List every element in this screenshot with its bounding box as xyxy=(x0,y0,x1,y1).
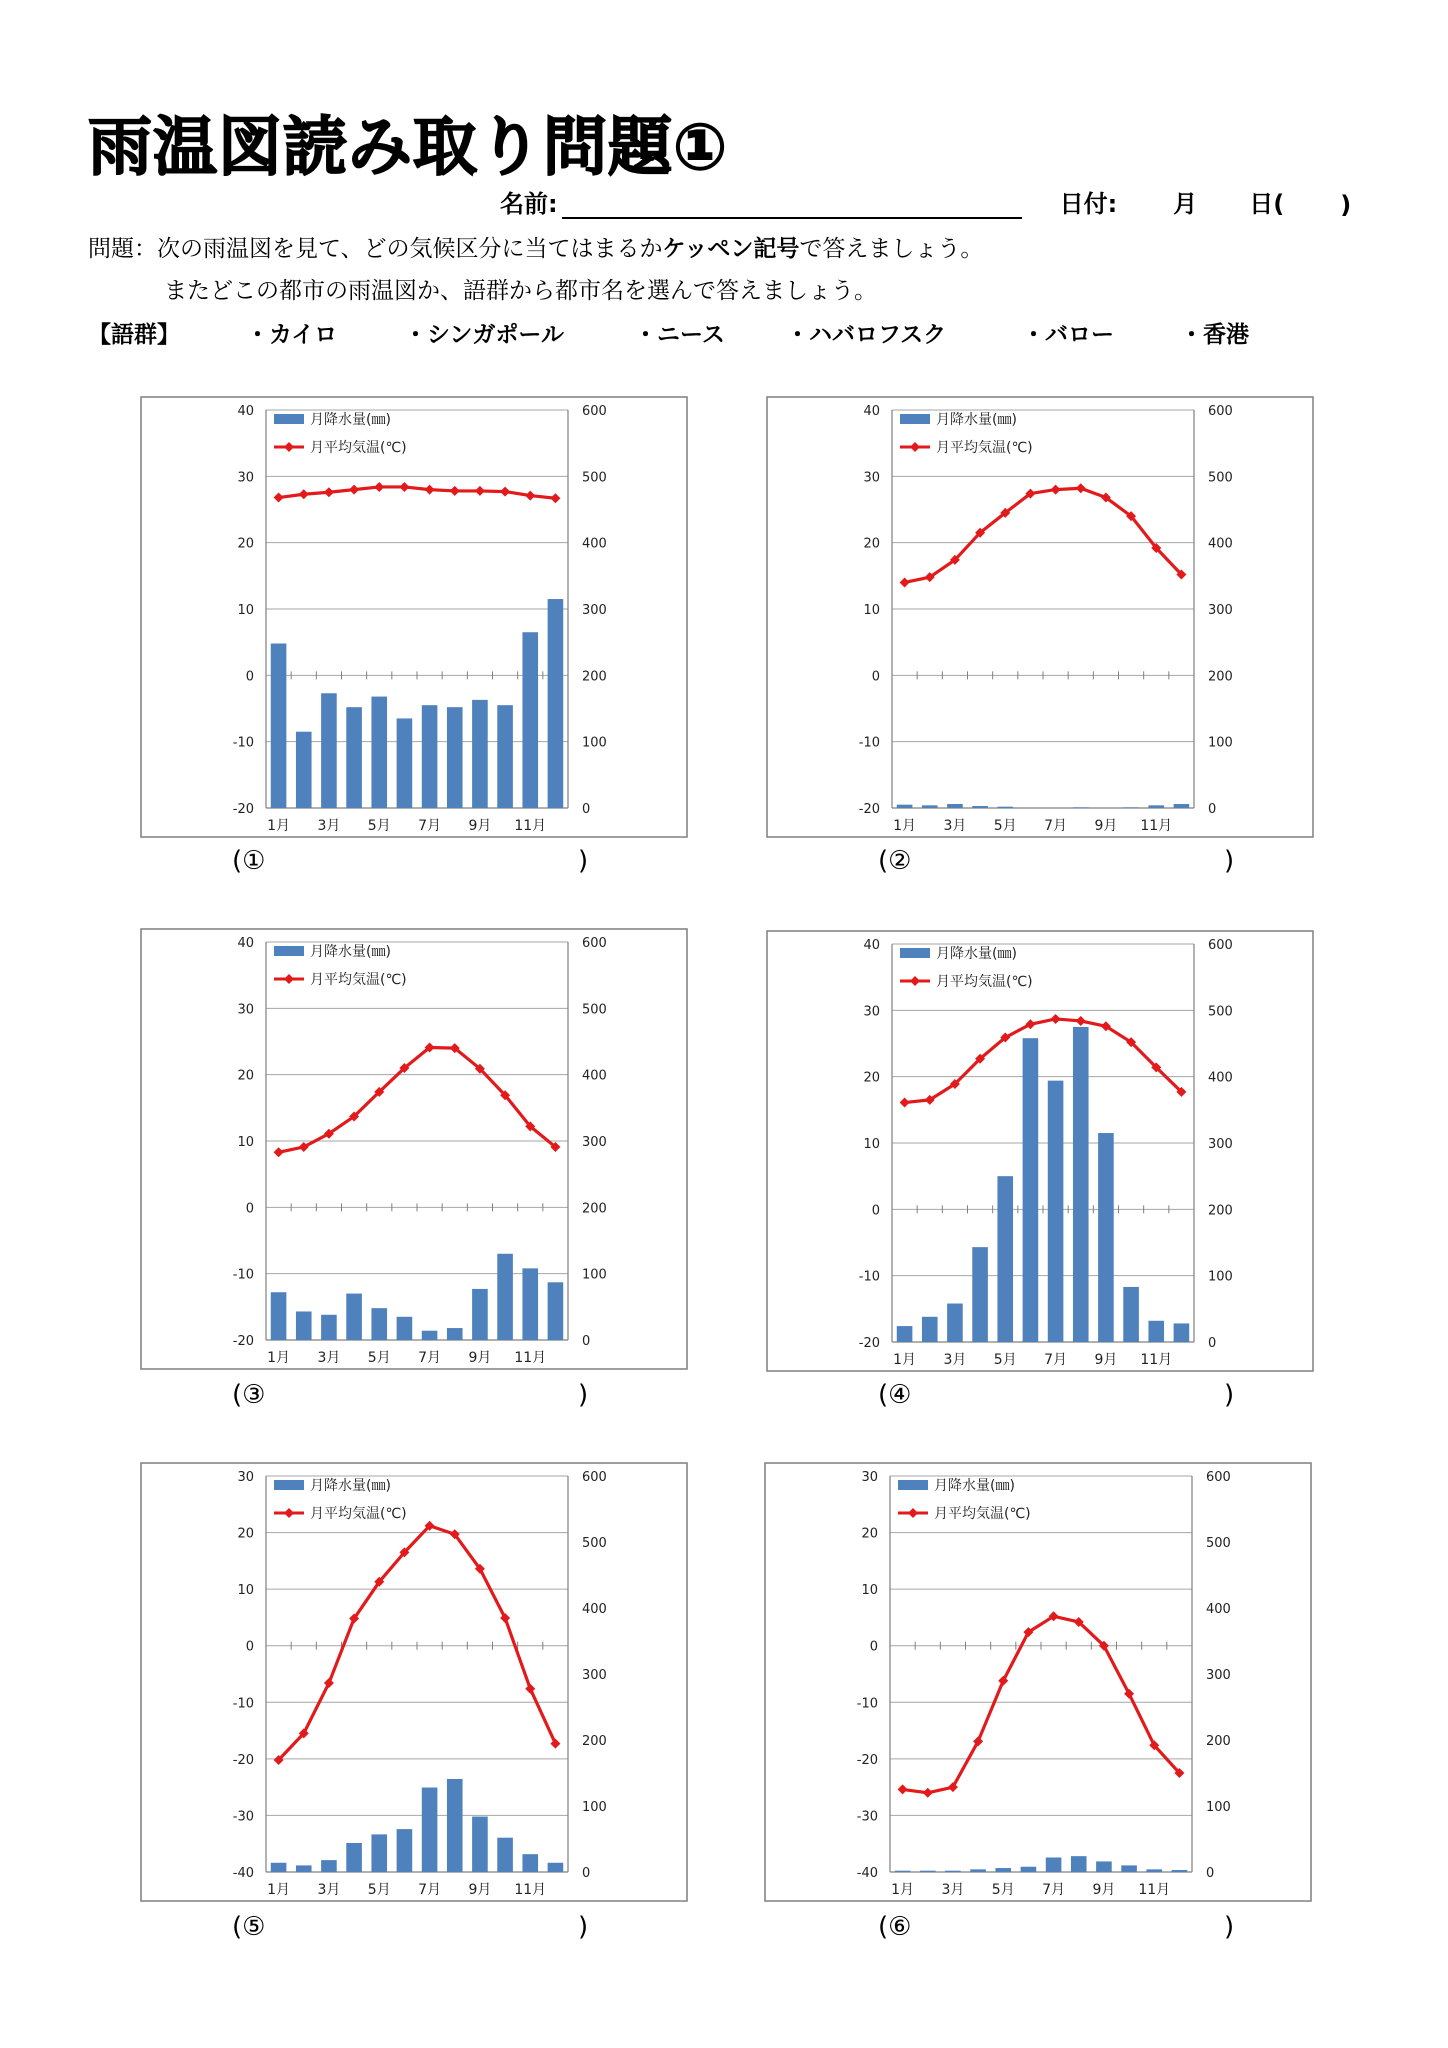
y-tick-label-left: 0 xyxy=(871,1203,880,1219)
precip-bar xyxy=(1046,1857,1062,1872)
y-tick-label-left: 10 xyxy=(861,1583,878,1599)
precip-bar xyxy=(522,1854,538,1872)
y-tick-label-left: 0 xyxy=(245,1201,254,1217)
y-tick-label-left: 20 xyxy=(863,536,880,552)
x-tick-label: 3月 xyxy=(943,818,967,834)
y-tick-label-right: 500 xyxy=(1208,1004,1233,1020)
y-tick-label-right: 100 xyxy=(1206,1800,1231,1815)
precip-bar xyxy=(1174,804,1190,808)
answer-open: (③ xyxy=(232,1380,266,1410)
legend-label-precip: 月降水量(㎜) xyxy=(310,944,391,960)
precip-bar xyxy=(1023,1038,1039,1342)
precip-bar xyxy=(897,805,913,808)
y-tick-label-right: 500 xyxy=(582,470,607,486)
date-label: 日付: xyxy=(1059,190,1118,218)
y-tick-label-left: 10 xyxy=(863,603,880,618)
precip-bar xyxy=(548,1863,564,1872)
y-tick-label-right: 300 xyxy=(582,1668,607,1683)
y-tick-label-right: 100 xyxy=(582,735,607,751)
precip-bar xyxy=(970,1869,986,1872)
word-bank-item: ・バロー xyxy=(1022,322,1114,348)
chart-svg xyxy=(140,1462,688,1902)
question-line-2: またどこの都市の雨温図か、語群から都市名を選んで答えましょう。 xyxy=(164,278,877,304)
name-label: 名前: xyxy=(500,190,558,218)
answer-close: ) xyxy=(1224,1380,1235,1410)
precip-bar xyxy=(972,1247,988,1342)
y-tick-label-right: 100 xyxy=(582,1267,607,1283)
y-tick-label-left: 30 xyxy=(237,1002,254,1018)
y-tick-label-left: -10 xyxy=(858,1269,880,1285)
answer-close: ) xyxy=(1224,846,1235,876)
precip-bar xyxy=(346,1843,362,1872)
chart-svg xyxy=(766,396,1314,838)
answer-blank-2[interactable] xyxy=(878,846,1235,876)
name-field-line[interactable] xyxy=(562,191,1022,219)
y-tick-label-right: 400 xyxy=(1206,1602,1231,1617)
precip-bar xyxy=(271,643,287,808)
x-tick-label: 1月 xyxy=(267,1882,291,1898)
y-tick-label-left: 20 xyxy=(863,1070,880,1086)
precip-bar xyxy=(1172,1870,1188,1872)
y-tick-label-right: 200 xyxy=(582,669,607,685)
x-tick-label: 9月 xyxy=(1094,1352,1118,1368)
precip-bar xyxy=(371,1308,387,1340)
y-tick-label-left: 10 xyxy=(237,1135,254,1150)
y-tick-label-right: 100 xyxy=(1208,1269,1233,1285)
question-koppen-bold: ケッペン記号 xyxy=(662,236,800,262)
precip-bar xyxy=(321,1860,337,1872)
x-tick-label: 1月 xyxy=(893,1352,917,1368)
x-tick-label: 9月 xyxy=(1092,1882,1116,1898)
precip-bar xyxy=(447,1779,463,1872)
legend-swatch-precip xyxy=(274,414,304,424)
y-tick-label-left: 20 xyxy=(861,1526,878,1542)
precip-bar xyxy=(447,707,463,808)
legend-label-precip: 月降水量(㎜) xyxy=(936,946,1017,962)
precip-bar xyxy=(897,1326,913,1342)
y-tick-label-left: -30 xyxy=(856,1809,878,1825)
y-tick-label-right: 0 xyxy=(582,802,591,817)
precip-bar xyxy=(920,1871,936,1872)
x-tick-label: 9月 xyxy=(468,818,492,834)
y-tick-label-right: 200 xyxy=(1206,1734,1231,1749)
question-line-1 xyxy=(88,230,983,263)
precip-bar xyxy=(397,718,413,808)
precip-bar xyxy=(371,697,387,808)
x-tick-label: 11月 xyxy=(514,818,547,834)
y-tick-label-right: 200 xyxy=(1208,1203,1233,1219)
climate-chart-5 xyxy=(140,1462,688,1902)
precip-bar xyxy=(1146,1869,1162,1872)
answer-open: (② xyxy=(878,846,912,876)
x-tick-label: 1月 xyxy=(891,1882,915,1898)
y-tick-label-right: 0 xyxy=(1208,802,1217,817)
precip-bar xyxy=(346,1294,362,1340)
y-tick-label-right: 400 xyxy=(582,1068,607,1084)
x-tick-label: 11月 xyxy=(1140,1352,1173,1368)
legend-label-precip: 月降水量(㎜) xyxy=(934,1478,1015,1494)
y-tick-label-right: 0 xyxy=(1206,1866,1215,1881)
precip-bar xyxy=(1148,1321,1164,1342)
answer-close: ) xyxy=(1224,1912,1235,1942)
y-tick-label-left: 10 xyxy=(237,603,254,618)
precip-bar xyxy=(1174,1323,1190,1342)
y-tick-label-left: -20 xyxy=(858,802,880,817)
word-bank-label: 【語群】 xyxy=(88,322,180,348)
precip-bar xyxy=(497,1838,513,1872)
answer-open: (① xyxy=(232,846,266,876)
y-tick-label-left: 0 xyxy=(245,669,254,685)
y-tick-label-left: 0 xyxy=(245,1639,254,1655)
y-tick-label-right: 300 xyxy=(1206,1668,1231,1683)
x-tick-label: 3月 xyxy=(941,1882,965,1898)
legend-label-precip: 月降水量(㎜) xyxy=(310,412,391,428)
y-tick-label-right: 300 xyxy=(1208,1137,1233,1152)
answer-open: (⑤ xyxy=(232,1912,266,1942)
y-tick-label-left: 40 xyxy=(863,404,880,419)
y-tick-label-right: 600 xyxy=(1208,404,1233,419)
precip-bar xyxy=(296,732,312,808)
y-tick-label-left: 20 xyxy=(237,1068,254,1084)
legend-swatch-precip xyxy=(898,1480,928,1490)
y-tick-label-right: 200 xyxy=(582,1201,607,1217)
word-bank-item: ・香港 xyxy=(1180,322,1249,348)
precip-bar xyxy=(447,1328,463,1340)
legend-label-precip: 月降水量(㎜) xyxy=(936,412,1017,428)
y-tick-label-left: -20 xyxy=(858,1336,880,1351)
precip-bar xyxy=(548,599,564,808)
y-tick-label-right: 500 xyxy=(1206,1536,1231,1551)
precip-bar xyxy=(271,1863,287,1872)
precip-bar xyxy=(346,707,362,808)
precip-bar xyxy=(997,807,1013,808)
y-tick-label-left: -40 xyxy=(232,1866,254,1881)
x-tick-label: 3月 xyxy=(317,818,341,834)
word-bank-item: ・シンガポール xyxy=(404,322,564,348)
legend-label-temp: 月平均気温(℃) xyxy=(310,1506,407,1522)
y-tick-label-right: 0 xyxy=(1208,1336,1217,1351)
y-tick-label-left: -10 xyxy=(232,1696,254,1712)
answer-blank-1[interactable] xyxy=(232,846,589,876)
word-bank-item: ・ハバロフスク xyxy=(786,322,947,348)
y-tick-label-left: 40 xyxy=(237,404,254,419)
precip-bar xyxy=(1121,1865,1137,1872)
y-tick-label-right: 0 xyxy=(582,1866,591,1881)
answer-blank-6[interactable] xyxy=(878,1912,1235,1942)
answer-blank-3[interactable] xyxy=(232,1380,589,1410)
x-tick-label: 11月 xyxy=(1140,818,1173,834)
chart-svg xyxy=(140,396,688,838)
chart-svg xyxy=(140,928,688,1370)
y-tick-label-right: 500 xyxy=(582,1002,607,1018)
day-close-paren: ) xyxy=(1340,191,1352,219)
x-tick-label: 5月 xyxy=(367,818,391,834)
precip-bar xyxy=(972,806,988,808)
precip-bar xyxy=(895,1871,911,1872)
question-prefix: 問題：次の雨温図を見て、どの気候区分に当てはまるか xyxy=(88,236,663,262)
y-tick-label-right: 200 xyxy=(582,1734,607,1749)
y-tick-label-right: 100 xyxy=(1208,735,1233,751)
x-tick-label: 9月 xyxy=(468,1882,492,1898)
y-tick-label-left: 10 xyxy=(237,1583,254,1599)
x-tick-label: 7月 xyxy=(1044,818,1068,834)
x-tick-label: 7月 xyxy=(1042,1882,1066,1898)
precip-bar xyxy=(947,804,963,808)
precip-bar xyxy=(321,693,337,808)
precip-bar xyxy=(945,1871,961,1872)
legend-swatch-precip xyxy=(900,414,930,424)
y-tick-label-left: 10 xyxy=(863,1137,880,1152)
legend-label-temp: 月平均気温(℃) xyxy=(310,440,407,456)
x-tick-label: 5月 xyxy=(367,1882,391,1898)
precip-bar xyxy=(995,1868,1011,1872)
precip-bar xyxy=(397,1829,413,1872)
y-tick-label-left: -10 xyxy=(856,1696,878,1712)
precip-bar xyxy=(522,1268,538,1340)
y-tick-label-right: 600 xyxy=(1208,938,1233,953)
legend-label-temp: 月平均気温(℃) xyxy=(936,974,1033,990)
x-tick-label: 5月 xyxy=(367,1350,391,1366)
x-tick-label: 11月 xyxy=(514,1882,547,1898)
precip-bar xyxy=(1071,1856,1087,1872)
x-tick-label: 3月 xyxy=(943,1352,967,1368)
y-tick-label-left: 20 xyxy=(237,1526,254,1542)
y-tick-label-left: -20 xyxy=(232,1752,254,1768)
x-tick-label: 7月 xyxy=(418,1882,442,1898)
precip-bar xyxy=(497,1254,513,1340)
y-tick-label-left: 40 xyxy=(237,936,254,951)
question-suffix: で答えましょう。 xyxy=(799,236,984,262)
precip-bar xyxy=(1123,1287,1139,1342)
y-tick-label-right: 200 xyxy=(1208,669,1233,685)
month-label: 月 xyxy=(1173,190,1198,218)
legend-swatch-precip xyxy=(274,946,304,956)
x-tick-label: 3月 xyxy=(317,1882,341,1898)
precip-bar xyxy=(296,1311,312,1340)
precip-bar xyxy=(1021,1867,1037,1872)
y-tick-label-left: 0 xyxy=(871,669,880,685)
precip-bar xyxy=(371,1834,387,1872)
precip-bar xyxy=(422,1331,438,1340)
x-tick-label: 11月 xyxy=(514,1350,547,1366)
climate-chart-3 xyxy=(140,928,688,1370)
answer-close: ) xyxy=(578,1380,589,1410)
y-tick-label-right: 400 xyxy=(582,536,607,552)
y-tick-label-right: 600 xyxy=(582,404,607,419)
chart-svg xyxy=(764,1462,1312,1902)
precip-bar xyxy=(296,1865,312,1872)
precip-bar xyxy=(1098,1133,1114,1342)
word-bank-item: ・カイロ xyxy=(246,322,338,348)
y-tick-label-right: 400 xyxy=(1208,536,1233,552)
legend-label-precip: 月降水量(㎜) xyxy=(310,1478,391,1494)
precip-bar xyxy=(1073,1027,1089,1342)
y-tick-label-left: 40 xyxy=(863,938,880,953)
precip-bar xyxy=(472,1289,488,1340)
legend-label-temp: 月平均気温(℃) xyxy=(936,440,1033,456)
y-tick-label-right: 400 xyxy=(582,1602,607,1617)
word-bank-item: ・ニース xyxy=(634,322,725,348)
y-tick-label-right: 500 xyxy=(582,1536,607,1551)
precip-bar xyxy=(422,705,438,808)
y-tick-label-right: 100 xyxy=(582,1800,607,1815)
x-tick-label: 7月 xyxy=(1044,1352,1068,1368)
x-tick-label: 9月 xyxy=(1094,818,1118,834)
x-tick-label: 3月 xyxy=(317,1350,341,1366)
precip-bar xyxy=(321,1315,337,1340)
legend-label-temp: 月平均気温(℃) xyxy=(310,972,407,988)
precip-bar xyxy=(497,705,513,808)
x-tick-label: 11月 xyxy=(1138,1882,1171,1898)
precip-bar xyxy=(472,1817,488,1872)
legend-swatch-precip xyxy=(274,1480,304,1490)
precip-bar xyxy=(997,1176,1013,1342)
page-title: 雨温図読み取り問題① xyxy=(88,111,729,185)
precip-bar xyxy=(1073,807,1089,808)
y-tick-label-left: -30 xyxy=(232,1809,254,1825)
y-tick-label-right: 300 xyxy=(582,1135,607,1150)
x-tick-label: 5月 xyxy=(993,1352,1017,1368)
answer-open: (④ xyxy=(878,1380,912,1410)
precip-bar xyxy=(1123,807,1139,808)
y-tick-label-left: 30 xyxy=(861,1470,878,1485)
y-tick-label-left: 30 xyxy=(863,1004,880,1020)
precip-bar xyxy=(548,1282,564,1340)
y-tick-label-right: 300 xyxy=(1208,603,1233,618)
y-tick-label-right: 0 xyxy=(582,1334,591,1349)
y-tick-label-left: 30 xyxy=(237,1470,254,1485)
name-date-row xyxy=(500,184,1351,219)
y-tick-label-left: 20 xyxy=(237,536,254,552)
precip-bar xyxy=(271,1292,287,1340)
chart-svg xyxy=(766,930,1314,1372)
x-tick-label: 9月 xyxy=(468,1350,492,1366)
y-tick-label-left: 30 xyxy=(863,470,880,486)
answer-close: ) xyxy=(578,846,589,876)
climate-chart-2 xyxy=(766,396,1314,838)
y-tick-label-right: 600 xyxy=(582,1470,607,1485)
climate-chart-4 xyxy=(766,930,1314,1372)
climate-chart-6 xyxy=(764,1462,1312,1902)
y-tick-label-left: -10 xyxy=(232,1267,254,1283)
day-label: 日( xyxy=(1249,190,1285,218)
precip-bar xyxy=(1096,1861,1112,1872)
y-tick-label-left: 0 xyxy=(869,1639,878,1655)
precip-bar xyxy=(397,1317,413,1340)
answer-open: (⑥ xyxy=(878,1912,912,1942)
precip-bar xyxy=(472,700,488,808)
answer-close: ) xyxy=(578,1912,589,1942)
y-tick-label-left: -20 xyxy=(232,1334,254,1349)
y-tick-label-right: 600 xyxy=(582,936,607,951)
legend-swatch-precip xyxy=(900,948,930,958)
x-tick-label: 1月 xyxy=(267,1350,291,1366)
answer-blank-5[interactable] xyxy=(232,1912,589,1942)
precip-bar xyxy=(922,805,938,808)
precip-bar xyxy=(1148,805,1164,808)
precip-bar xyxy=(522,632,538,808)
answer-blank-4[interactable] xyxy=(878,1380,1235,1410)
x-tick-label: 7月 xyxy=(418,1350,442,1366)
precip-bar xyxy=(1048,1081,1064,1342)
x-tick-label: 5月 xyxy=(993,818,1017,834)
precip-bar xyxy=(947,1304,963,1342)
y-tick-label-right: 300 xyxy=(582,603,607,618)
y-tick-label-left: -10 xyxy=(858,735,880,751)
y-tick-label-left: -40 xyxy=(856,1866,878,1881)
x-tick-label: 5月 xyxy=(991,1882,1015,1898)
y-tick-label-left: -10 xyxy=(232,735,254,751)
y-tick-label-right: 500 xyxy=(1208,470,1233,486)
legend-label-temp: 月平均気温(℃) xyxy=(934,1506,1031,1522)
climate-chart-1 xyxy=(140,396,688,838)
y-tick-label-left: 30 xyxy=(237,470,254,486)
y-tick-label-left: -20 xyxy=(856,1752,878,1768)
y-tick-label-right: 600 xyxy=(1206,1470,1231,1485)
y-tick-label-left: -20 xyxy=(232,802,254,817)
x-tick-label: 1月 xyxy=(267,818,291,834)
precip-bar xyxy=(422,1788,438,1872)
precip-bar xyxy=(922,1317,938,1342)
x-tick-label: 1月 xyxy=(893,818,917,834)
x-tick-label: 7月 xyxy=(418,818,442,834)
y-tick-label-right: 400 xyxy=(1208,1070,1233,1086)
